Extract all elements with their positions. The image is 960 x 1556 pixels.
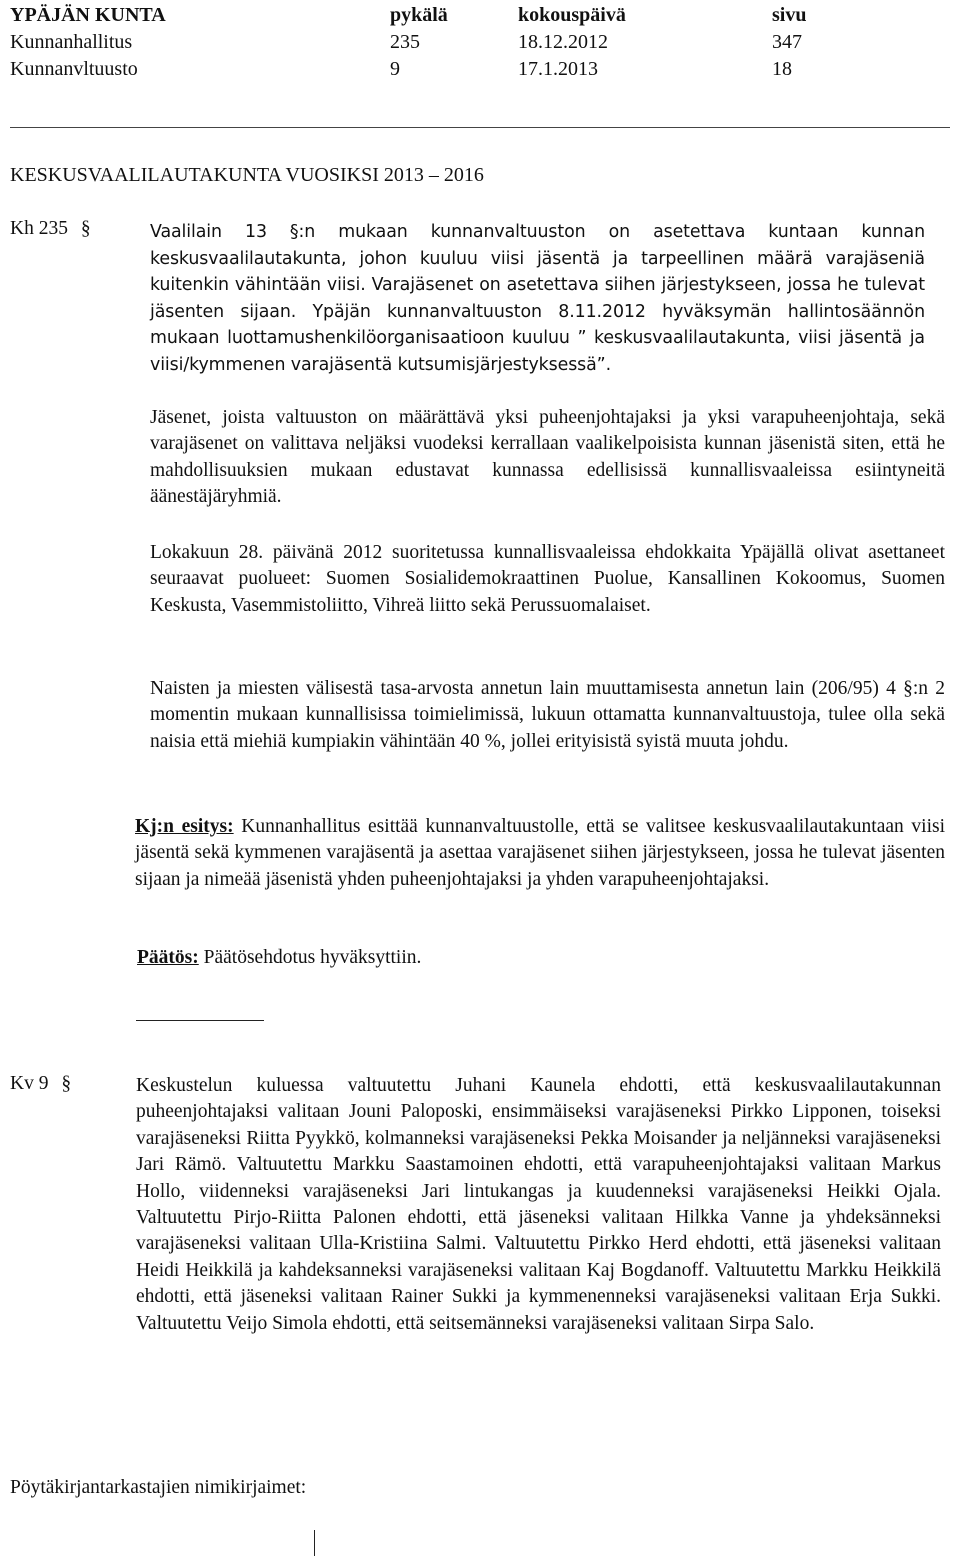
page-title: KESKUSVAALILAUTAKUNTA VUOSIKSI 2013 – 2016 xyxy=(10,164,484,186)
col-header-section: pykälä xyxy=(390,4,448,26)
section-sign-icon: § xyxy=(61,1073,72,1094)
section-sign-icon: § xyxy=(80,218,91,239)
body-name: Kunnanvltuusto xyxy=(10,58,138,80)
kh-section-number: Kh 235 xyxy=(10,218,68,239)
section-number: 9 xyxy=(390,58,400,80)
decision-label: Päätös: xyxy=(137,947,199,968)
municipality-name: YPÄJÄN KUNTA xyxy=(10,4,166,26)
section-divider xyxy=(136,1020,264,1021)
col-header-page: sivu xyxy=(772,4,807,26)
decision-paragraph xyxy=(137,945,421,971)
kv-section-number: Kv 9 xyxy=(10,1073,49,1094)
signature-box-divider xyxy=(314,1530,315,1556)
col-header-meeting-date: kokouspäivä xyxy=(518,4,626,26)
proposal-paragraph xyxy=(135,814,945,893)
meeting-date: 17.1.2013 xyxy=(518,58,598,80)
kv-section-label xyxy=(10,1073,71,1095)
body-name: Kunnanhallitus xyxy=(10,31,133,53)
kh-section-label xyxy=(10,218,91,240)
meeting-date: 18.12.2012 xyxy=(518,31,608,53)
proposal-text: Kunnanhallitus esittää kunnanvaltuustolle, että se valitsee keskusvaalilautakuntaan viisi jäsentä sekä kymmenen varajäsentä ja asettaa varajäsenet siihen järjestykseen, jossa he tulevat jäsenten sijaan ja nimeää jäsenistä yhden puheenjohtajaksi ja yhden varapuheenjohtajaksi. xyxy=(135,816,945,890)
header-divider xyxy=(10,127,950,128)
kh-paragraph-2: Jäsenet, joista valtuuston on määrättävä yksi puheenjohtajaksi ja yksi varapuheenjohtaja, sekä varajäsenet on valittava neljäksi vuodeksi kerrallaan vaalikelpoisista kunnan jäsenistä siten, että he mahdollisuuksien mukaan edustavat kunnassa edellisissä kunnallisvaaleissa esiintyneitä äänestäjäryhmiä. xyxy=(150,407,945,508)
kv-paragraph: Keskustelun kuluessa valtuutettu Juhani Kaunela ehdotti, että keskusvaalilautakunnan puheenjohtajaksi valitaan Jouni Paloposki, ensimmäiseksi varajäseneksi Pirkko Lipponen, toiseksi varajäseneksi Riitta Pyykkö, kolmanneksi varajäseneksi Pekka Moisander ja neljänneksi varajäseneksi Jari Rämö. Valtuutettu Markku Saastamoinen ehdotti, että varapuheenjohtajaksi valitaan Markus Hollo, viidenneksi varajäseneksi Jari lintukangas ja kuudenneksi varajäseneksi Heikki Ojala. Valtuutettu Pirjo-Riitta Palonen ehdotti, että jäseneksi valitaan Hilkka Vanne ja yhdeksänneksi varajäseneksi valitaan Ulla-Kristiina Salmi. Valtuutettu Pirkko Herd ehdotti, että jäseneksi valitaan Heidi Heikkilä ja kahdeksanneksi varajäseneksi valitaan Kaj Bogdanoff. Valtuutettu Markku Heikkilä ehdotti, että jäseneksi valitaan Rainer Sukki ja kymmenenneksi varajäseneksi valitaan Erja Sukki. Valtuutettu Veijo Simola ehdotti, että seitsemänneksi varajäseneksi valitaan Sirpa Salo. xyxy=(136,1075,941,1334)
page-number: 18 xyxy=(772,58,792,80)
decision-text: Päätösehdotus hyväksyttiin. xyxy=(203,947,422,968)
kh-paragraph-3: Lokakuun 28. päivänä 2012 suoritetussa kunnallisvaaleissa ehdokkaita Ypäjällä olivat asettaneet seuraavat puolueet: Suomen Sosialidemokraattinen Puolue, Kansallinen Kokoomus, Suomen Keskusta, Vasemmistoliitto, Vihreä liitto sekä Perussuomalaiset. xyxy=(150,542,945,616)
proposal-label: Kj:n esitys: xyxy=(135,816,234,837)
section-number: 235 xyxy=(390,31,420,53)
page-number: 347 xyxy=(772,31,802,53)
kh-paragraph-1: Vaalilain 13 §:n mukaan kunnanvaltuuston on asetettava kuntaan kunnan keskusvaalilautakunta, johon kuuluu viisi jäsentä ja tarpeellinen määrä varajäseniä kuitenkin vähintään viisi. Varajäsenet on asetettava siihen järjestykseen, jossa he tulevat jäsenten sijaan. Ypäjän kunnanvaltuuston 8.11.2012 hyväksymän hallintosäännön mukaan luottamushenkilöorganisaatioon kuuluu ” keskusvaalilautakunta, viisi jäsentä ja viisi/kymmenen varajäsentä kutsumisjärjestyksessä”. xyxy=(150,222,925,375)
kh-paragraph-4: Naisten ja miesten välisestä tasa-arvosta annetun lain muuttamisesta annetun lain (206/95) 4 §:n 2 momentin mukaan kunnallisissa toimielimissä, lukuun ottamatta kunnanvaltuustoja, tulee olla sekä naisia että miehiä kumpiakin vähintään 40 %, jollei erityisistä syistä muuta johdu. xyxy=(150,678,945,752)
signature-label: Pöytäkirjantarkastajien nimikirjaimet: xyxy=(10,1477,307,1498)
